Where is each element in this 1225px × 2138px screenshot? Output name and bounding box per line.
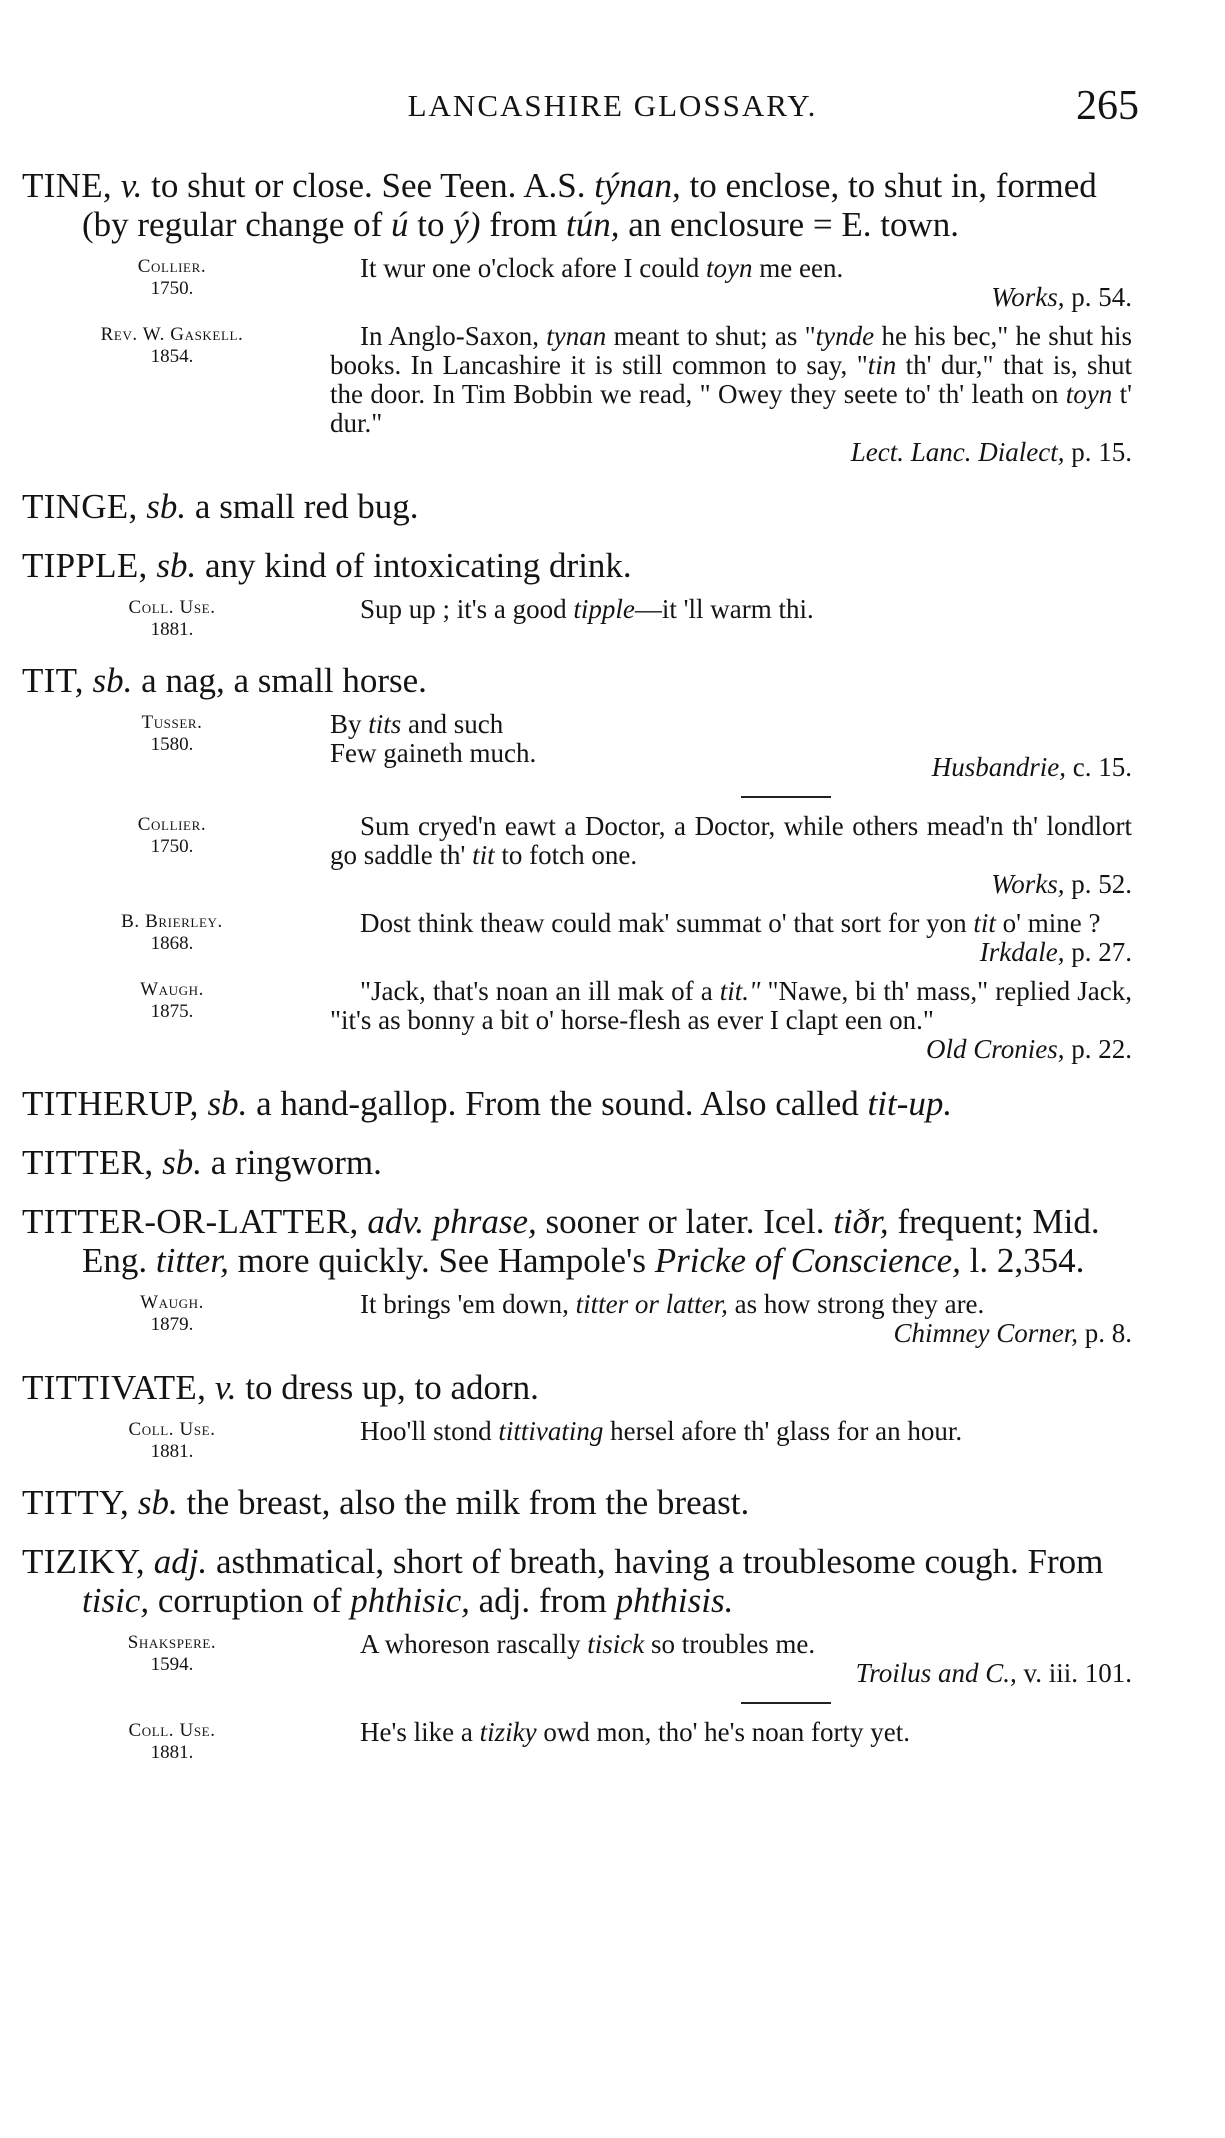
quote-body: Dost think theaw could mak' summat o' that sort for yon (360, 908, 967, 938)
quote-source (22, 710, 322, 782)
quotation (22, 595, 1132, 641)
citation-place: p. 22. (1071, 1034, 1132, 1064)
citation (330, 1659, 1132, 1688)
quote-body: Sup up ; it's a good (360, 594, 567, 624)
quote-term: tisick (587, 1629, 645, 1659)
quote-term: toyn (705, 253, 753, 283)
quote-body: me een. (759, 253, 844, 283)
quote-term: titter or latter, (575, 1289, 728, 1319)
quote-source (22, 812, 322, 899)
source-author: Tusser. (141, 712, 203, 733)
part-of-speech: sb. (92, 661, 133, 700)
entry-headline (22, 546, 1132, 585)
quote-term: tiziky (479, 1717, 537, 1747)
quotation (22, 1290, 1132, 1348)
quote-term: tittivating (498, 1416, 604, 1446)
quote-text (322, 595, 1132, 641)
definition: a hand-gallop. From the sound. Also called (256, 1084, 859, 1123)
entry-headline (22, 1202, 1132, 1280)
quote-source (22, 1718, 322, 1764)
quote-text (322, 812, 1132, 899)
running-title: LANCASHIRE GLOSSARY. (407, 88, 818, 123)
citation (330, 438, 1132, 467)
quote-body: owd mon, tho' he's noan forty yet. (543, 1717, 910, 1747)
quote-term: tit." (719, 976, 761, 1006)
citation-work: Troilus and C., (855, 1658, 1017, 1688)
definition: sooner or later. Icel. (545, 1202, 825, 1241)
source-author: Shakspere. (127, 1632, 217, 1653)
running-header (0, 82, 1225, 132)
entry-headline (22, 1084, 1132, 1123)
part-of-speech: sb. (156, 546, 197, 585)
source-author: Coll. Use. (128, 1419, 216, 1440)
source-author: Collier. (137, 256, 207, 277)
entry-tit (22, 661, 1132, 1064)
citation-work: Chimney Corner, (893, 1318, 1078, 1348)
quote-source (22, 977, 322, 1064)
source-author: B. Brierley. (121, 911, 223, 932)
quote-term: tit (472, 840, 495, 870)
headword: TIT, (22, 661, 84, 700)
quote-text (322, 1417, 1132, 1463)
definition: to dress up, to adorn. (245, 1368, 539, 1407)
quote-source (22, 322, 322, 467)
headword: TITTER-OR-LATTER, (22, 1202, 359, 1241)
quote-body: A whoreson rascally (360, 1629, 581, 1659)
etymon: tit-up. (867, 1084, 953, 1123)
page-number: 265 (1076, 83, 1139, 129)
quotation (22, 909, 1132, 967)
etymon: phthisic, (350, 1581, 470, 1620)
headword: TITTER, (22, 1143, 154, 1182)
entry-headline (22, 1483, 1132, 1522)
part-of-speech: sb. (207, 1084, 248, 1123)
quotation (22, 977, 1132, 1064)
entry-tittivate (22, 1368, 1132, 1463)
quote-body: "Nawe, bi th' mass," replied Jack, "it's as bonny a bit o' horse-flesh as ever I clapt een on." (330, 976, 1132, 1035)
entry-headline (22, 1143, 1132, 1182)
citation (330, 1319, 1132, 1348)
etymon: týnan, (594, 166, 681, 205)
source-year: 1881. (150, 1742, 194, 1763)
source-year: 1879. (150, 1314, 194, 1335)
quote-body: meant to shut; as " (613, 321, 816, 351)
definition: a ringworm. (210, 1143, 382, 1182)
quote-body: —it 'll warm thi. (634, 594, 814, 624)
source-year: 1750. (150, 278, 194, 299)
part-of-speech: sb. (137, 1483, 178, 1522)
quotation (22, 812, 1132, 899)
definition-cont: l. 2,354. (969, 1241, 1085, 1280)
quote-text (322, 1718, 1132, 1764)
source-year: 1881. (150, 619, 194, 640)
source-year: 1868. (150, 933, 194, 954)
definition: to shut or close. See Teen. A.S. (151, 166, 586, 205)
definition-cont: corruption of (157, 1581, 342, 1620)
quote-body: Sum cryed'n eawt a Doctor, a Doctor, while others mead'n th' londlort go saddle th' (330, 811, 1132, 870)
entry-titty (22, 1483, 1132, 1522)
quote-source (22, 254, 322, 312)
citation-place: p. 8. (1084, 1318, 1132, 1348)
source-author: Rev. W. Gaskell. (100, 324, 244, 345)
entry-titter-or-latter (22, 1202, 1132, 1348)
source-author: Coll. Use. (128, 1720, 216, 1741)
quote-text (322, 710, 1132, 782)
definition-cont: frequent; Mid. Eng. (82, 1202, 1100, 1280)
definition: any kind of intoxicating drink. (204, 546, 632, 585)
etymon: Pricke of Conscience, (654, 1241, 961, 1280)
headword: TINGE, (22, 487, 138, 526)
quote-source (22, 1290, 322, 1348)
quotation (22, 1417, 1132, 1463)
citation-work: Husbandrie, (931, 752, 1067, 782)
quotation (22, 322, 1132, 467)
entry-tipple (22, 546, 1132, 641)
quote-body: hersel afore th' glass for an hour. (610, 1416, 963, 1446)
citation-work: Works, (991, 282, 1065, 312)
headword: TITTIVATE, (22, 1368, 207, 1407)
quote-body: By (330, 709, 362, 739)
etymon: phthisis. (615, 1581, 734, 1620)
quote-text (322, 1630, 1132, 1688)
citation-place: p. 52. (1071, 869, 1132, 899)
etymon: tisic, (82, 1581, 150, 1620)
section-rule (741, 1702, 831, 1704)
source-author: Waugh. (140, 1292, 204, 1313)
quote-text (322, 977, 1132, 1064)
quote-term: tipple (573, 594, 635, 624)
entry-tine (22, 166, 1132, 467)
citation-place: p. 15. (1071, 437, 1132, 467)
quote-source (22, 595, 322, 641)
quote-term: tynan (546, 321, 607, 351)
section-rule (741, 796, 831, 798)
quote-source (22, 1630, 322, 1688)
definition: a small red bug. (194, 487, 419, 526)
headword: TIZIKY, (22, 1542, 145, 1581)
source-author: Collier. (137, 814, 207, 835)
quote-body: It wur one o'clock afore I could (360, 253, 700, 283)
entry-headline (22, 1368, 1132, 1407)
quote-term: toyn (1065, 379, 1113, 409)
quote-source (22, 1417, 322, 1463)
quote-term: tin (867, 350, 897, 380)
quote-body: to fotch one. (501, 840, 638, 870)
headword: TITTY, (22, 1483, 130, 1522)
part-of-speech: v. (214, 1368, 237, 1407)
entry-titherup (22, 1084, 1132, 1123)
quote-body: as how strong they are. (734, 1289, 985, 1319)
quote-body: so troubles me. (650, 1629, 816, 1659)
source-author: Coll. Use. (128, 597, 216, 618)
quote-text (322, 254, 1132, 312)
etymon: ú (391, 205, 409, 244)
quote-body: "Jack, that's noan an ill mak of a (360, 976, 713, 1006)
etymon: ý) (453, 205, 481, 244)
definition-cont: an enclosure = E. town. (628, 205, 960, 244)
quote-body: t' dur." (330, 379, 1133, 438)
part-of-speech: adv. phrase, (367, 1202, 537, 1241)
citation (330, 938, 1132, 967)
source-year: 1594. (150, 1654, 194, 1675)
entry-headline (22, 1542, 1132, 1620)
citation-place: v. iii. 101. (1023, 1658, 1132, 1688)
entry-titter (22, 1143, 1132, 1182)
citation (330, 283, 1132, 312)
definition-cont: to (417, 205, 445, 244)
quote-body: Few gaineth much. (330, 738, 537, 768)
quotation (22, 1718, 1132, 1764)
entry-headline (22, 487, 1132, 526)
quote-body: It brings 'em down, (360, 1289, 569, 1319)
etymon: tiðr, (833, 1202, 889, 1241)
quotation (22, 254, 1132, 312)
definition: a nag, a small horse. (141, 661, 427, 700)
quote-source (22, 909, 322, 967)
citation-work: Lect. Lanc. Dialect, (850, 437, 1065, 467)
etymon: titter, (155, 1241, 229, 1280)
citation-work: Irkdale, (979, 937, 1065, 967)
glossary-entries (22, 166, 1132, 1784)
source-year: 1750. (150, 836, 194, 857)
headword: TINE, (22, 166, 112, 205)
part-of-speech: v. (120, 166, 143, 205)
quote-term: tynde (815, 321, 875, 351)
part-of-speech: sb. (146, 487, 187, 526)
definition: the breast, also the milk from the breast. (186, 1483, 750, 1522)
entry-tiziky (22, 1542, 1132, 1764)
citation-place: c. 15. (1072, 752, 1132, 782)
part-of-speech: adj. (153, 1542, 208, 1581)
quote-body: o' mine ? (1002, 908, 1101, 938)
quote-body: and such (408, 709, 504, 739)
quote-body: He's like a (360, 1717, 473, 1747)
citation-place: p. 27. (1071, 937, 1132, 967)
quotation (22, 710, 1132, 782)
quote-term: tits (368, 709, 402, 739)
entry-tinge (22, 487, 1132, 526)
quote-text (322, 909, 1132, 967)
quote-term: tit (973, 908, 996, 938)
quote-body: Hoo'll stond (360, 1416, 492, 1446)
definition: asthmatical, short of breath, having a troublesome cough. From (215, 1542, 1104, 1581)
citation (330, 870, 1132, 899)
source-year: 1875. (150, 1001, 194, 1022)
quote-text (322, 322, 1132, 467)
source-year: 1881. (150, 1441, 194, 1462)
quote-text (322, 1290, 1132, 1348)
source-author: Waugh. (140, 979, 204, 1000)
citation-work: Works, (991, 869, 1065, 899)
citation-work: Old Cronies, (925, 1034, 1065, 1064)
definition-cont: to enclose, to shut in, formed (by regular change of (82, 166, 1097, 244)
citation (932, 739, 1132, 782)
part-of-speech: sb. (162, 1143, 202, 1182)
citation (330, 1035, 1132, 1064)
quote-body: he his bec," he shut his books. In Lancashire it is still common to say, " (330, 321, 1133, 380)
quote-body: th' dur," that is, shut the door. In Tim Bobbin we read, " Owey they seete to' th' leath on (330, 350, 1132, 409)
headword: TIPPLE, (22, 546, 148, 585)
definition-cont: from (489, 205, 558, 244)
quotation (22, 1630, 1132, 1688)
headword: TITHERUP, (22, 1084, 199, 1123)
source-year: 1854. (150, 346, 194, 367)
definition-cont: adj. from (478, 1581, 607, 1620)
quote-body: In Anglo-Saxon, (360, 321, 540, 351)
definition-cont: more quickly. See Hampole's (237, 1241, 646, 1280)
source-year: 1580. (150, 734, 194, 755)
entry-headline (22, 661, 1132, 700)
citation-place: p. 54. (1071, 282, 1132, 312)
etymon: tún, (566, 205, 620, 244)
entry-headline (22, 166, 1132, 244)
